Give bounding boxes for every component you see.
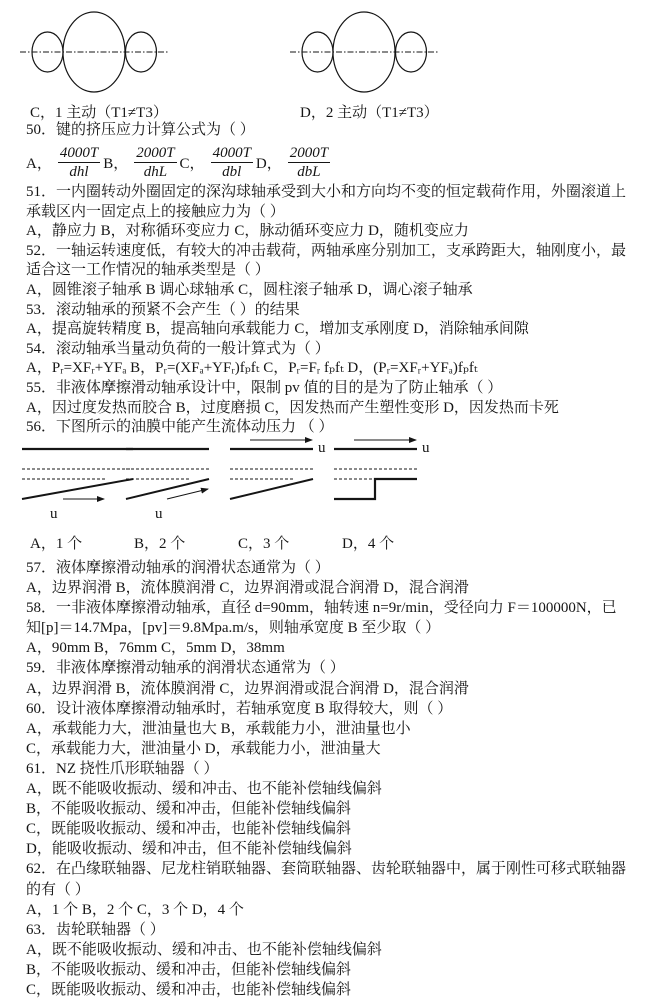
text-line: 的有（ ）: [26, 881, 90, 898]
oil-film-panel-c: [230, 440, 313, 499]
gear-diagram-d: [290, 12, 438, 92]
text-line: 61．NZ 挠性爪形联轴器（ ）: [26, 760, 219, 777]
numerator: 4000T: [212, 144, 251, 161]
velocity-label-c: u: [318, 440, 326, 456]
text-line: C，承载能力大，泄油量小 D，承载能力小，泄油量大: [26, 740, 381, 757]
questions-51-56: [26, 183, 626, 438]
oil-film-panel-b: [126, 449, 209, 499]
text-line: 55．非液体摩擦滑动轴承设计中，限制 pv 值的目的是为了防止轴承（ ）: [26, 379, 503, 396]
text-line: A，承载能力大，泄油量也大 B，承载能力小，泄油量也小: [26, 720, 411, 737]
denominator: dhL: [143, 163, 168, 180]
text-line: 知[p]＝14.7Mpa，[pv]＝9.8Mpa.m/s，则轴承宽度 B 至少取（ ）: [26, 620, 441, 637]
velocity-label-a: u: [50, 506, 58, 522]
text-line: 53．滚动轴承的预紧不会产生（ ）的结果: [26, 301, 300, 318]
text-line: A，圆锥滚子轴承 B 调心球轴承 C，圆柱滚子轴承 D，调心滚子轴承: [26, 281, 473, 298]
text-line: A，边界润滑 B，流体膜润滑 C，边界润滑或混合润滑 D，混合润滑: [26, 580, 469, 597]
text-line: C，既能吸收振动、缓和冲击，也能补偿轴线偏斜: [26, 821, 352, 838]
fraction: [58, 144, 100, 181]
velocity-label-b: u: [155, 506, 163, 522]
text-line: 62．在凸缘联轴器、尼龙柱销联轴器、套筒联轴器、齿轮联轴器中，属于刚性可移式联轴器: [26, 861, 627, 878]
text-line: A，既不能吸收振动、缓和冲击、也不能补偿轴线偏斜: [26, 781, 382, 798]
text-line: 63．齿轮联轴器（ ）: [26, 921, 165, 938]
text-line: A，提高旋转精度 B，提高轴向承载能力 C，增加支承刚度 D，消除轴承间隙: [26, 321, 529, 338]
q56-option-b: B，2 个: [134, 536, 186, 552]
gear-diagram-c: [20, 12, 168, 92]
text-line: A，既不能吸收振动、缓和冲击、也不能补偿轴线偏斜: [26, 941, 382, 958]
oil-film-panel-d: [334, 440, 417, 499]
numerator: 2000T: [136, 144, 175, 161]
text-line: A，1 个 B，2 个 C，3 个 D，4 个: [26, 901, 244, 918]
text-line: A，因过度发热而胶合 B，过度磨损 C，因发热而产生塑性变形 D，因发热而卡死: [26, 399, 559, 416]
text-line: 承载区内一固定点上的接触应力为（ ）: [26, 203, 285, 220]
text-line: A，Pᵣ=XFᵣ+YFₐ B，Pᵣ=(XFₐ+YFᵣ)fₚfₜ C，Pᵣ=Fᵣ fₚfₜ D，(Pᵣ=XFᵣ+YFₐ)fₚfₜ: [26, 360, 478, 377]
text-line: A，90mm B，76mm C，5mm D，38mm: [26, 640, 285, 657]
option-label: A，: [26, 155, 52, 172]
text-line: 59．非液体摩擦滑动轴承的润滑状态通常为（ ）: [26, 660, 345, 677]
text-line: A，边界润滑 B，流体膜润滑 C，边界润滑或混合润滑 D，混合润滑: [26, 680, 469, 697]
text-line: 52．一轴运转速度低，有较大的冲击载荷，两轴承座分别加工，支承跨距大，轴刚度小，最: [26, 242, 627, 259]
text-line: 适合这一工作情况的轴承类型是（ ）: [26, 262, 270, 279]
question-50: 50．键的挤压应力计算公式为（ ）: [26, 122, 255, 138]
text-line: 56．下图所示的油膜中能产生流体动压力 （ ）: [26, 419, 334, 436]
text-line: 51．一内圈转动外圈固定的深沟球轴承受到大小和方向均不变的恒定载荷作用，外圈滚道上: [26, 184, 627, 200]
text-line: 57．液体摩擦滑动轴承的润滑状态通常为（ ）: [26, 560, 330, 576]
denominator: dhl: [69, 163, 89, 180]
fraction: [134, 144, 176, 181]
gear-diagrams: [0, 0, 668, 100]
caption-c: C，1 主动（T1≠T3）: [30, 105, 168, 121]
text-line: 58．一非液体摩擦滑动轴承，直径 d=90mm，轴转速 n=9r/min，受径向力 F＝100000N，已: [26, 600, 617, 617]
q56-option-a: A，1 个: [30, 536, 83, 552]
fraction: [288, 144, 330, 181]
text-line: 60．设计液体摩擦滑动轴承时，若轴承宽度 B 取得较大，则（ ）: [26, 700, 453, 717]
text-line: 54．滚动轴承当量动负荷的一般计算式为（ ）: [26, 340, 330, 357]
text-line: B，不能吸收振动、缓和冲击，但能补偿轴线偏斜: [26, 961, 352, 978]
q56-option-d: D，4 个: [342, 536, 395, 552]
denominator: dbl: [222, 163, 242, 180]
denominator: dbL: [297, 163, 321, 180]
text-line: D，能吸收振动、缓和冲击，但不能补偿轴线偏斜: [26, 841, 352, 858]
fraction: [211, 144, 253, 181]
velocity-label-d: u: [422, 440, 430, 456]
question-50-options: [26, 141, 333, 183]
numerator: 2000T: [289, 144, 329, 161]
oil-film-diagrams: [0, 420, 668, 525]
text-line: C，既能吸收振动、缓和冲击，也能补偿轴线偏斜: [26, 981, 352, 998]
text-line: B，不能吸收振动、缓和冲击，但能补偿轴线偏斜: [26, 801, 352, 818]
option-label: B，: [103, 155, 129, 172]
questions-57-63: [26, 558, 626, 1000]
oil-film-panel-a: [22, 449, 133, 499]
text-line: A，静应力 B，对称循环变应力 C，脉动循环变应力 D，随机变应力: [26, 223, 469, 240]
option-label: C，: [179, 155, 205, 172]
q56-option-c: C，3 个: [238, 536, 290, 552]
numerator: 4000T: [59, 144, 99, 161]
caption-d: D，2 主动（T1≠T3）: [300, 105, 439, 121]
option-label: D，: [255, 155, 282, 172]
